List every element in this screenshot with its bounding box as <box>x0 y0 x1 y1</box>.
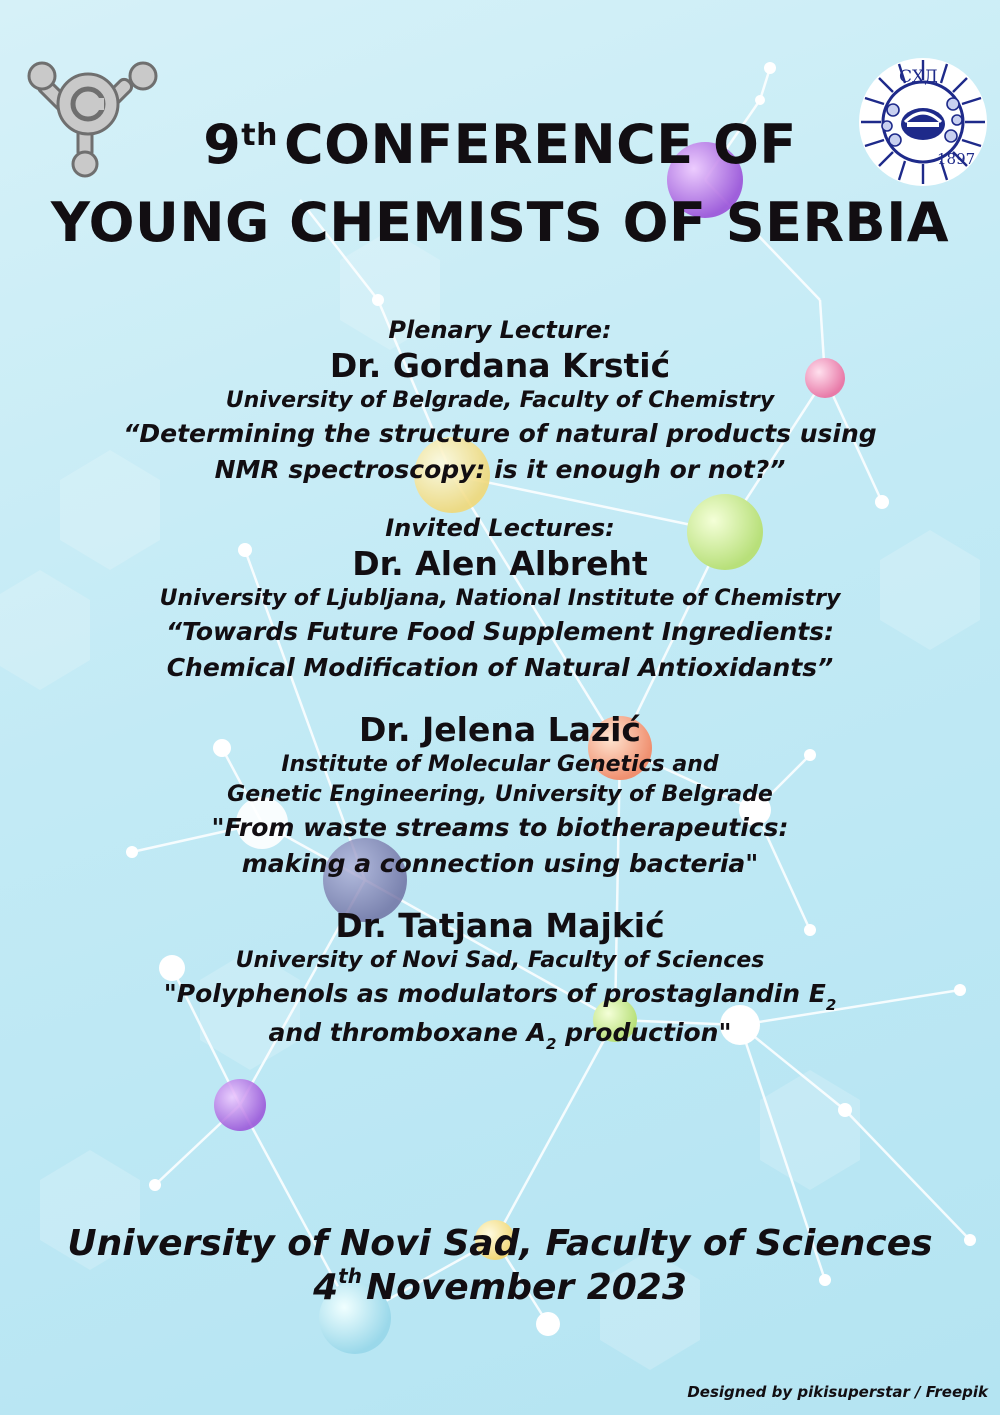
title-text: production" <box>556 1018 732 1047</box>
invited-speaker-affiliation: University of Ljubljana, National Institute of Chemistry <box>159 586 841 611</box>
title-line1-rest: CONFERENCE OF <box>284 113 797 176</box>
title-text: "Polyphenols as modulators of prostaglandin E <box>163 979 826 1008</box>
invited-lecture-title-line1: "From waste streams to biotherapeutics: <box>211 813 789 842</box>
invited-lecture-title-line1: “Towards Future Food Supplement Ingredients: <box>165 617 835 646</box>
invited-lecture-title-line2 <box>0 1015 1000 1054</box>
plenary-speaker-name: Dr. Gordana Krstić <box>329 346 671 385</box>
subscript: 2 <box>825 996 837 1014</box>
date-ordinal-suffix: th <box>338 1264 362 1288</box>
venue-block <box>0 1222 1000 1314</box>
invited-lecture-title-line1 <box>0 976 1000 1015</box>
invited-lecture-title-line2: Chemical Modification of Natural Antioxidants” <box>166 653 834 682</box>
conference-title-line1 <box>0 113 1000 176</box>
invited-speaker-name: Dr. Alen Albreht <box>352 544 648 583</box>
invited-speaker-name: Dr. Tatjana Majkić <box>335 906 665 945</box>
subscript: 2 <box>545 1035 557 1053</box>
seal-year: 1897 <box>937 150 976 168</box>
plenary-speaker-affiliation: University of Belgrade, Faculty of Chemistry <box>225 388 775 413</box>
title-ordinal-suffix: th <box>241 118 278 153</box>
seal-abbrev: СХД <box>899 67 938 87</box>
invited-lecture-title-line2: making a connection using bacteria" <box>241 849 759 878</box>
plenary-lecture-title-line2: NMR spectroscopy: is it enough or not?” <box>214 455 786 484</box>
plenary-heading: Plenary Lecture: <box>388 316 612 344</box>
venue-place: University of Novi Sad, Faculty of Sciences <box>67 1223 933 1264</box>
title-number: 9 <box>203 113 242 176</box>
conference-title-line2: YOUNG CHEMISTS OF SERBIA <box>50 191 950 254</box>
date-rest: November 2023 <box>365 1267 687 1308</box>
invited-speaker-affiliation-line1: Institute of Molecular Genetics and <box>281 752 719 777</box>
design-credit: Designed by pikisuperstar / Freepik <box>687 1383 988 1401</box>
plenary-lecture-title-line1: “Determining the structure of natural products using <box>123 419 877 448</box>
invited-speaker-affiliation: University of Novi Sad, Faculty of Sciences <box>235 948 765 973</box>
invited-heading: Invited Lectures: <box>385 514 615 542</box>
date-day: 4 <box>313 1267 339 1308</box>
invited-speaker-affiliation-line2: Genetic Engineering, University of Belgrade <box>227 782 773 807</box>
event-date <box>0 1266 1000 1314</box>
title-text: and thromboxane A <box>268 1018 546 1047</box>
invited-speaker-name: Dr. Jelena Lazić <box>359 710 641 749</box>
lectures-section <box>0 314 1000 1054</box>
